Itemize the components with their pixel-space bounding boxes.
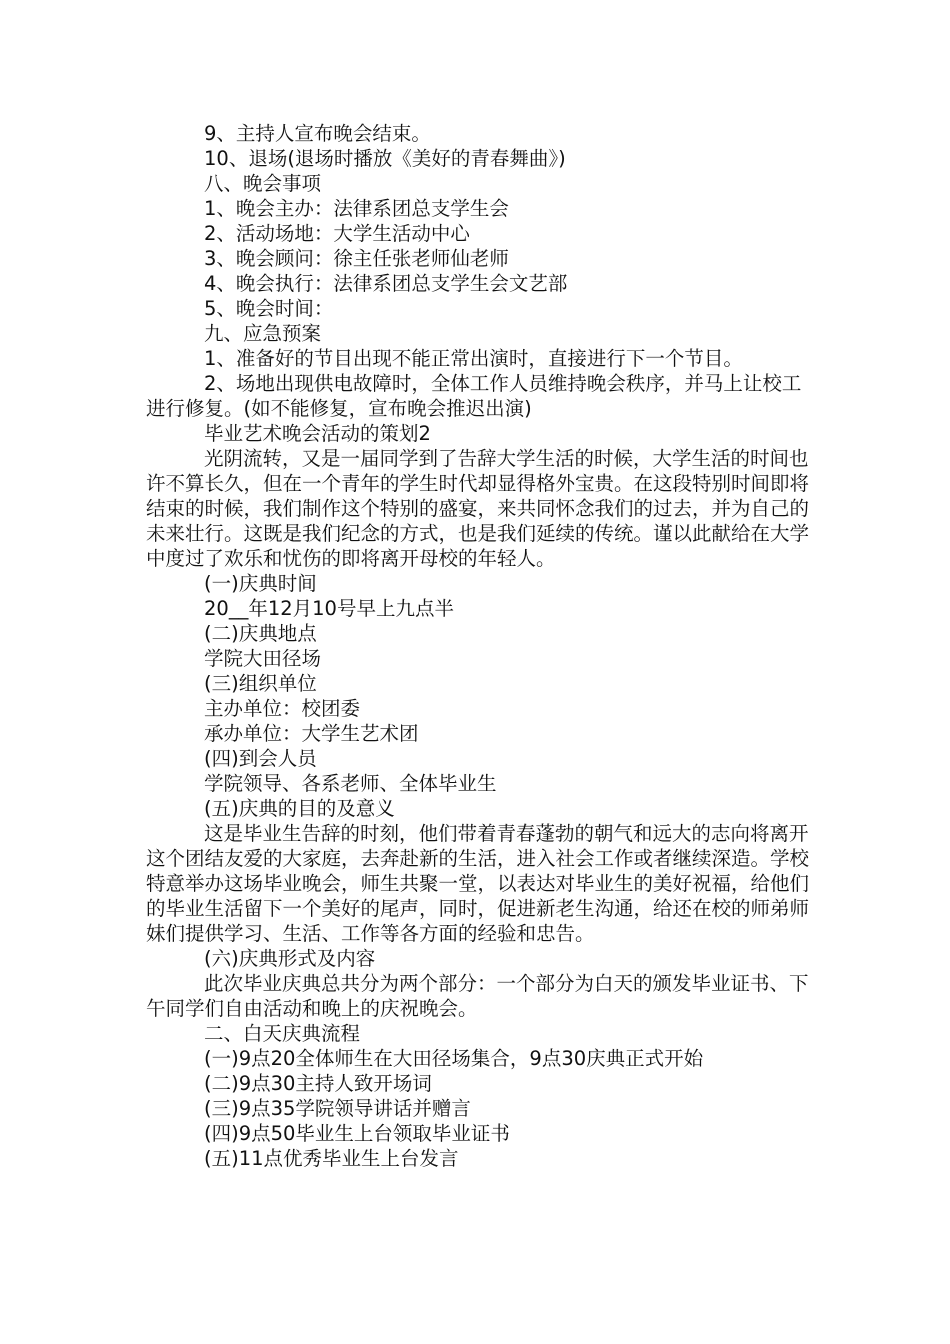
text-line: 4、晚会执行：法律系团总支学生会文艺部 [204, 272, 568, 295]
section-heading: 八、晚会事项 [204, 172, 322, 195]
text-line: 9、主持人宣布晚会结束。 [204, 122, 431, 145]
document-heading: 毕业艺术晚会活动的策划2 [204, 422, 431, 445]
document-body [146, 121, 818, 1171]
text-line: 5、晚会时间： [204, 297, 334, 320]
paragraph: 2、场地出现供电故障时，全体工作人员维持晚会秩序，并马上让校工进行修复。(如不能修复，宣布晚会推迟出演) [146, 372, 802, 420]
section-heading: (三)组织单位 [204, 672, 317, 695]
text-line: 主办单位：校团委 [204, 697, 361, 720]
section-heading: (二)庆典地点 [204, 622, 317, 645]
section-heading: (一)庆典时间 [204, 572, 317, 595]
text-line: 1、晚会主办：法律系团总支学生会 [204, 197, 509, 220]
text-line: 学院大田径场 [204, 647, 322, 670]
section-heading: (五)庆典的目的及意义 [204, 797, 395, 820]
text-line: (五)11点优秀毕业生上台发言 [204, 1147, 459, 1170]
text-line: 1、准备好的节目出现不能正常出演时，直接进行下一个节目。 [204, 347, 743, 370]
text-line: 承办单位：大学生艺术团 [204, 722, 419, 745]
text-line: 学院领导、各系老师、全体毕业生 [204, 772, 497, 795]
text-line: (一)9点20全体师生在大田径场集合，9点30庆典正式开始 [204, 1047, 704, 1070]
section-heading: (六)庆典形式及内容 [204, 947, 376, 970]
section-heading: 九、应急预案 [204, 322, 322, 345]
paragraph: 此次毕业庆典总共分为两个部分：一个部分为白天的颁发毕业证书、下午同学们自由活动和晚上的庆祝晚会。 [146, 972, 809, 1020]
paragraph: 光阴流转，又是一届同学到了告辞大学生活的时候，大学生活的时间也许不算长久，但在一个青年的学生时代却显得格外宝贵。在这段特别时间即将结束的时候，我们制作这个特别的盛宴，来共同怀念我们的过去，并为自己的未来壮行。这既是我们纪念的方式，也是我们延续的传统。谨以此献给在大学中度过了欢乐和忧伤的即将离开母校的年轻人。 [146, 447, 810, 570]
text-line: (四)9点50毕业生上台领取毕业证书 [204, 1122, 510, 1145]
text-line: (三)9点35学院领导讲话并赠言 [204, 1097, 471, 1120]
text-line: 10、退场(退场时播放《美好的青春舞曲》) [204, 147, 566, 170]
text-line: 2、活动场地：大学生活动中心 [204, 222, 470, 245]
paragraph: 这是毕业生告辞的时刻，他们带着青春蓬勃的朝气和远大的志向将离开这个团结友爱的大家庭，去奔赴新的生活，进入社会工作或者继续深造。学校特意举办这场毕业晚会，师生共聚一堂，以表达对毕业生的美好祝福，给他们的毕业生活留下一个美好的尾声，同时，促进新老生沟通，给还在校的师弟师妹们提供学习、生活、工作等各方面的经验和忠告。 [146, 822, 810, 945]
section-heading: 二、白天庆典流程 [204, 1022, 361, 1045]
section-heading: (四)到会人员 [204, 747, 317, 770]
text-line: 3、晚会顾问：徐主任张老师仙老师 [204, 247, 509, 270]
text-line: 20__年12月10号早上九点半 [204, 597, 454, 620]
text-line: (二)9点30主持人致开场词 [204, 1072, 432, 1095]
